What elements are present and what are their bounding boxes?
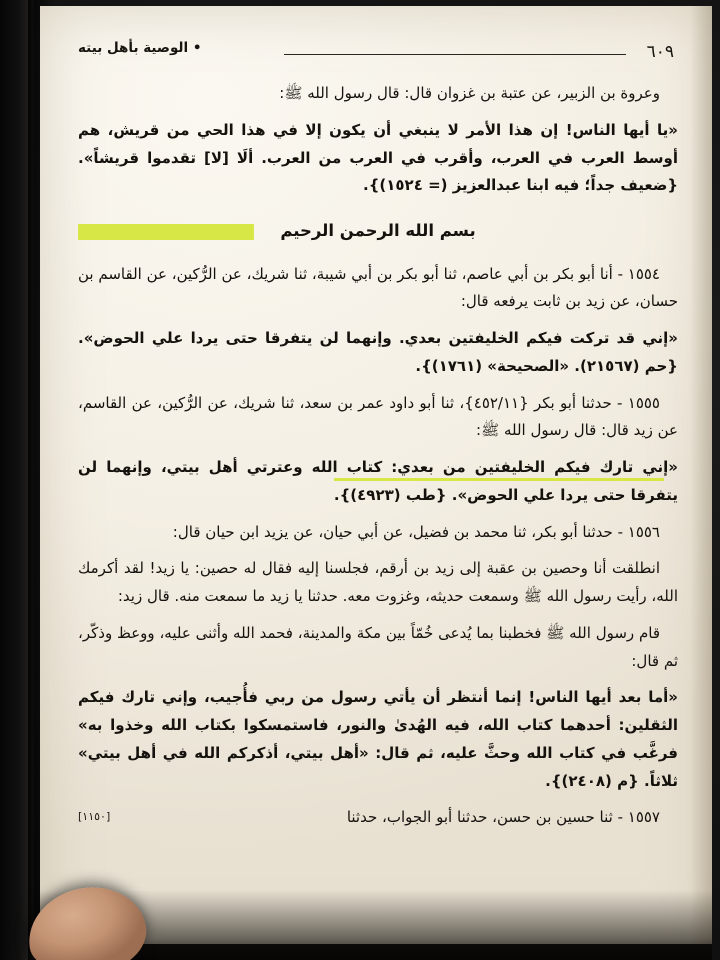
- paragraph-intro: وعروة بن الزبير، عن عتبة بن غزوان قال: قال رسول الله ﷺ:: [279, 84, 660, 102]
- paragraph-1556-quote: «أما بعد أيها الناس! إنما أنتظر أن يأتي رسول من ربي فأُجيب، وإني تارك فيكم الثقلين: أحدهما كتاب الله، فيه الهُدىٰ والنور، فاستمسكوا بكتاب الله وخذوا به» فرغَّب في كتاب الله وحثَّ عليه، ثم قال: «أهل بيتي، أذكركم الله في أهل بيتي» ثلاثاً. {م (٢٤٠٨)}.: [78, 688, 678, 790]
- paragraph-1555-quote: «إني تارك فيكم الخليفتين من بعدي: كتاب الله وعترتي أهل بيتي، وإنهما لن يتفرقا حتى يردا علي الحوض». {طب (٤٩٢٣)}.: [78, 458, 678, 504]
- page-number: ٦٠٩: [646, 42, 674, 62]
- paragraph-hadith-quote-1: «يا أيها الناس! إن هذا الأمر لا ينبغي أن يكون إلا في هذا الحي من قريش، هم أوسط العرب في العرب، وأقرب في العرب من العرب. ألَا [لا] تقدموا قريشاً». {ضعيف جداً؛ فيه ابنا عبدالعزيز (= ١٥٢٤)}.: [78, 120, 678, 195]
- paragraph-1557: ١٥٥٧ - ثنا حسين بن حسن، حدثنا أبو الجواب، حدثنا: [346, 808, 660, 827]
- header-rule: [284, 54, 626, 55]
- paragraph-1555: ١٥٥٥ - حدثنا أبو بكر {٤٥٢/١١}، ثنا أبو داود عمر بن سعد، ثنا شريك، عن الرُّكين، عن القاسم، عن زيد قال: قال رسول الله ﷺ:: [78, 393, 678, 440]
- highlight-mark-basmala: [78, 224, 254, 240]
- running-header: [78, 40, 678, 74]
- paragraph-1556: ١٥٥٦ - حدثنا أبو بكر، ثنا محمد بن فضيل، عن أبي حيان، عن يزيد ابن حيان قال:: [172, 522, 660, 541]
- page-content: [78, 40, 678, 920]
- paragraph-1554: ١٥٥٤ - أنا أبو بكر بن أبي عاصم، ثنا أبو بكر بن أبي شيبة، ثنا شريك، عن الرُّكين، عن القاسم بن حسان، عن زيد بن ثابت يرفعه قال:: [78, 264, 678, 311]
- paragraph-1554-quote: «إني قد تركت فيكم الخليفتين بعدي. وإنهما لن يتفرقا حتى يردا علي الحوض». {حم (٢١٥٦٧). «الصحيحة» (١٧٦١)}.: [78, 329, 678, 375]
- margin-note: [١١٥٠]: [78, 810, 111, 824]
- header-title: • الوصية بأهل بيته: [78, 40, 202, 56]
- basmala: بسم الله الرحمن الرحيم: [280, 221, 476, 240]
- paragraph-1556-b: انطلقت أنا وحصين بن عقبة إلى زيد بن أرقم، فجلسنا إليه فقال له حصين: يا زيد! لقد أكرمك الله، رأيت رسول الله ﷺ وسمعت حديثه، وغزوت معه. حدثنا يا زيد ما سمعت منه. قال زيد:: [78, 559, 678, 606]
- paragraph-1556-c: قام رسول الله ﷺ فخطبنا بما يُدعى خُمّاً بين مكة والمدينة، فحمد الله وأثنى عليه، ووعظ وذكّر، ثم قال:: [78, 623, 678, 670]
- highlight-mark-1555: [334, 478, 664, 481]
